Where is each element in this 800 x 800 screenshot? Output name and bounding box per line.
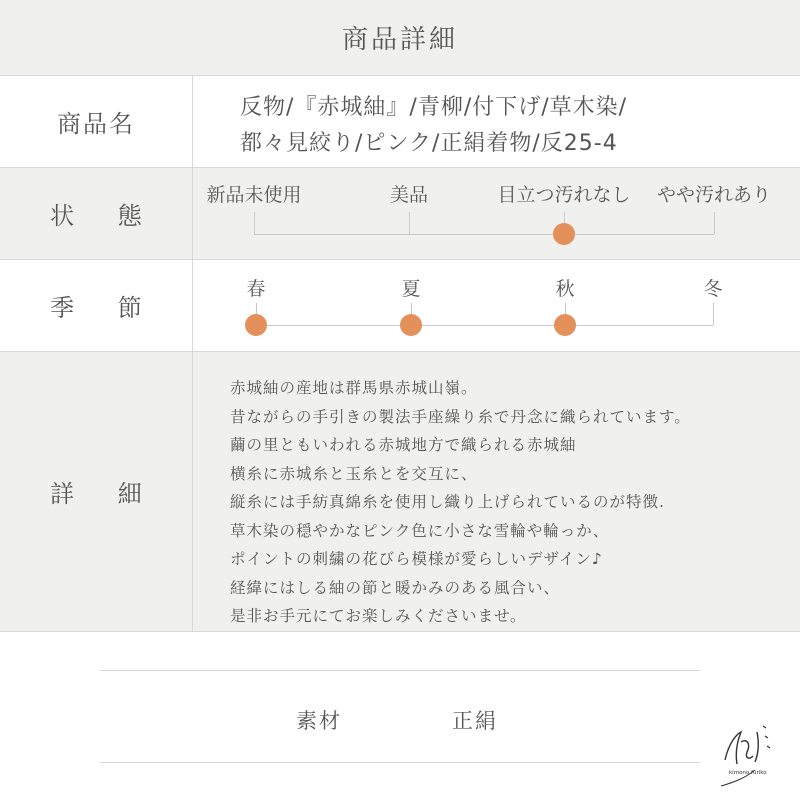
svg-text:kimono furiko: kimono furiko [729, 770, 767, 776]
selected-dot [554, 314, 576, 336]
scale-line [256, 325, 713, 326]
selected-dot [400, 314, 422, 336]
product-name-label: 商品名 [0, 76, 193, 167]
condition-option-slight-stains: やや汚れあり [656, 184, 772, 206]
season-row [0, 260, 800, 352]
condition-option-new: 新品未使用 [206, 184, 302, 206]
season-label: 季 節 [0, 260, 193, 351]
condition-option-excellent: 美品 [389, 184, 429, 206]
scale-tick [254, 212, 255, 234]
condition-scale [193, 168, 800, 259]
material-value: 正絹 [452, 709, 498, 733]
scale-tick [409, 212, 410, 234]
season-scale [193, 260, 800, 351]
season-option-summer: 夏 [401, 278, 421, 300]
details-line: 赤城紬の産地は群馬県赤城山嶺。 [230, 379, 478, 397]
details-row [0, 352, 800, 632]
product-name-row [0, 76, 800, 168]
scale-line [254, 234, 714, 235]
selected-dot [245, 314, 267, 336]
season-option-winter: 冬 [703, 278, 723, 300]
furiko-logo-icon [715, 712, 785, 792]
details-line: 是非お手元にてお楽しみくださいませ。 [230, 607, 527, 625]
details-line: 繭の里ともいわれる赤城地方で織られる赤城紬 [230, 436, 577, 454]
details-line: 経緯にはしる紬の節と暖かみのある風合い、 [230, 578, 561, 597]
header [0, 0, 800, 76]
details-line: ポイントの刺繍の花びら模様が愛らしいデザイン♪ [230, 550, 603, 568]
product-name-line: 反物/『赤城紬』/青柳/付下げ/草木染/ [240, 95, 628, 120]
details-label: 詳 細 [0, 352, 193, 631]
season-option-autumn: 秋 [555, 278, 575, 300]
material-label: 素材 [296, 709, 342, 733]
page-title: 商品詳細 [341, 25, 458, 55]
product-name-line: 都々見絞り/ピンク/正絹着物/反25-4 [240, 131, 618, 156]
scale-tick [714, 212, 715, 234]
details-text [230, 374, 691, 631]
details-line: 横糸に赤城糸と玉糸とを交互に、 [230, 464, 478, 483]
material-divider-top [100, 670, 700, 671]
selected-dot [553, 223, 575, 245]
details-line: 昔ながらの手引きの製法手座繰り糸で丹念に織られています。 [230, 407, 691, 426]
season-option-spring: 春 [246, 278, 266, 300]
details-line: 縦糸には手紡真綿糸を使用し織り上げられているのが特徴. [230, 493, 665, 511]
scale-tick [713, 303, 714, 325]
condition-label: 状 態 [0, 168, 193, 259]
details-line: 草木染の穏やかなピンク色に小さな雪輪や輪っか、 [230, 521, 610, 540]
product-name-value [240, 90, 627, 162]
condition-row [0, 168, 800, 260]
condition-option-no-noticeable-stains: 目立つ汚れなし [497, 184, 631, 206]
material-divider-bottom [100, 762, 700, 763]
